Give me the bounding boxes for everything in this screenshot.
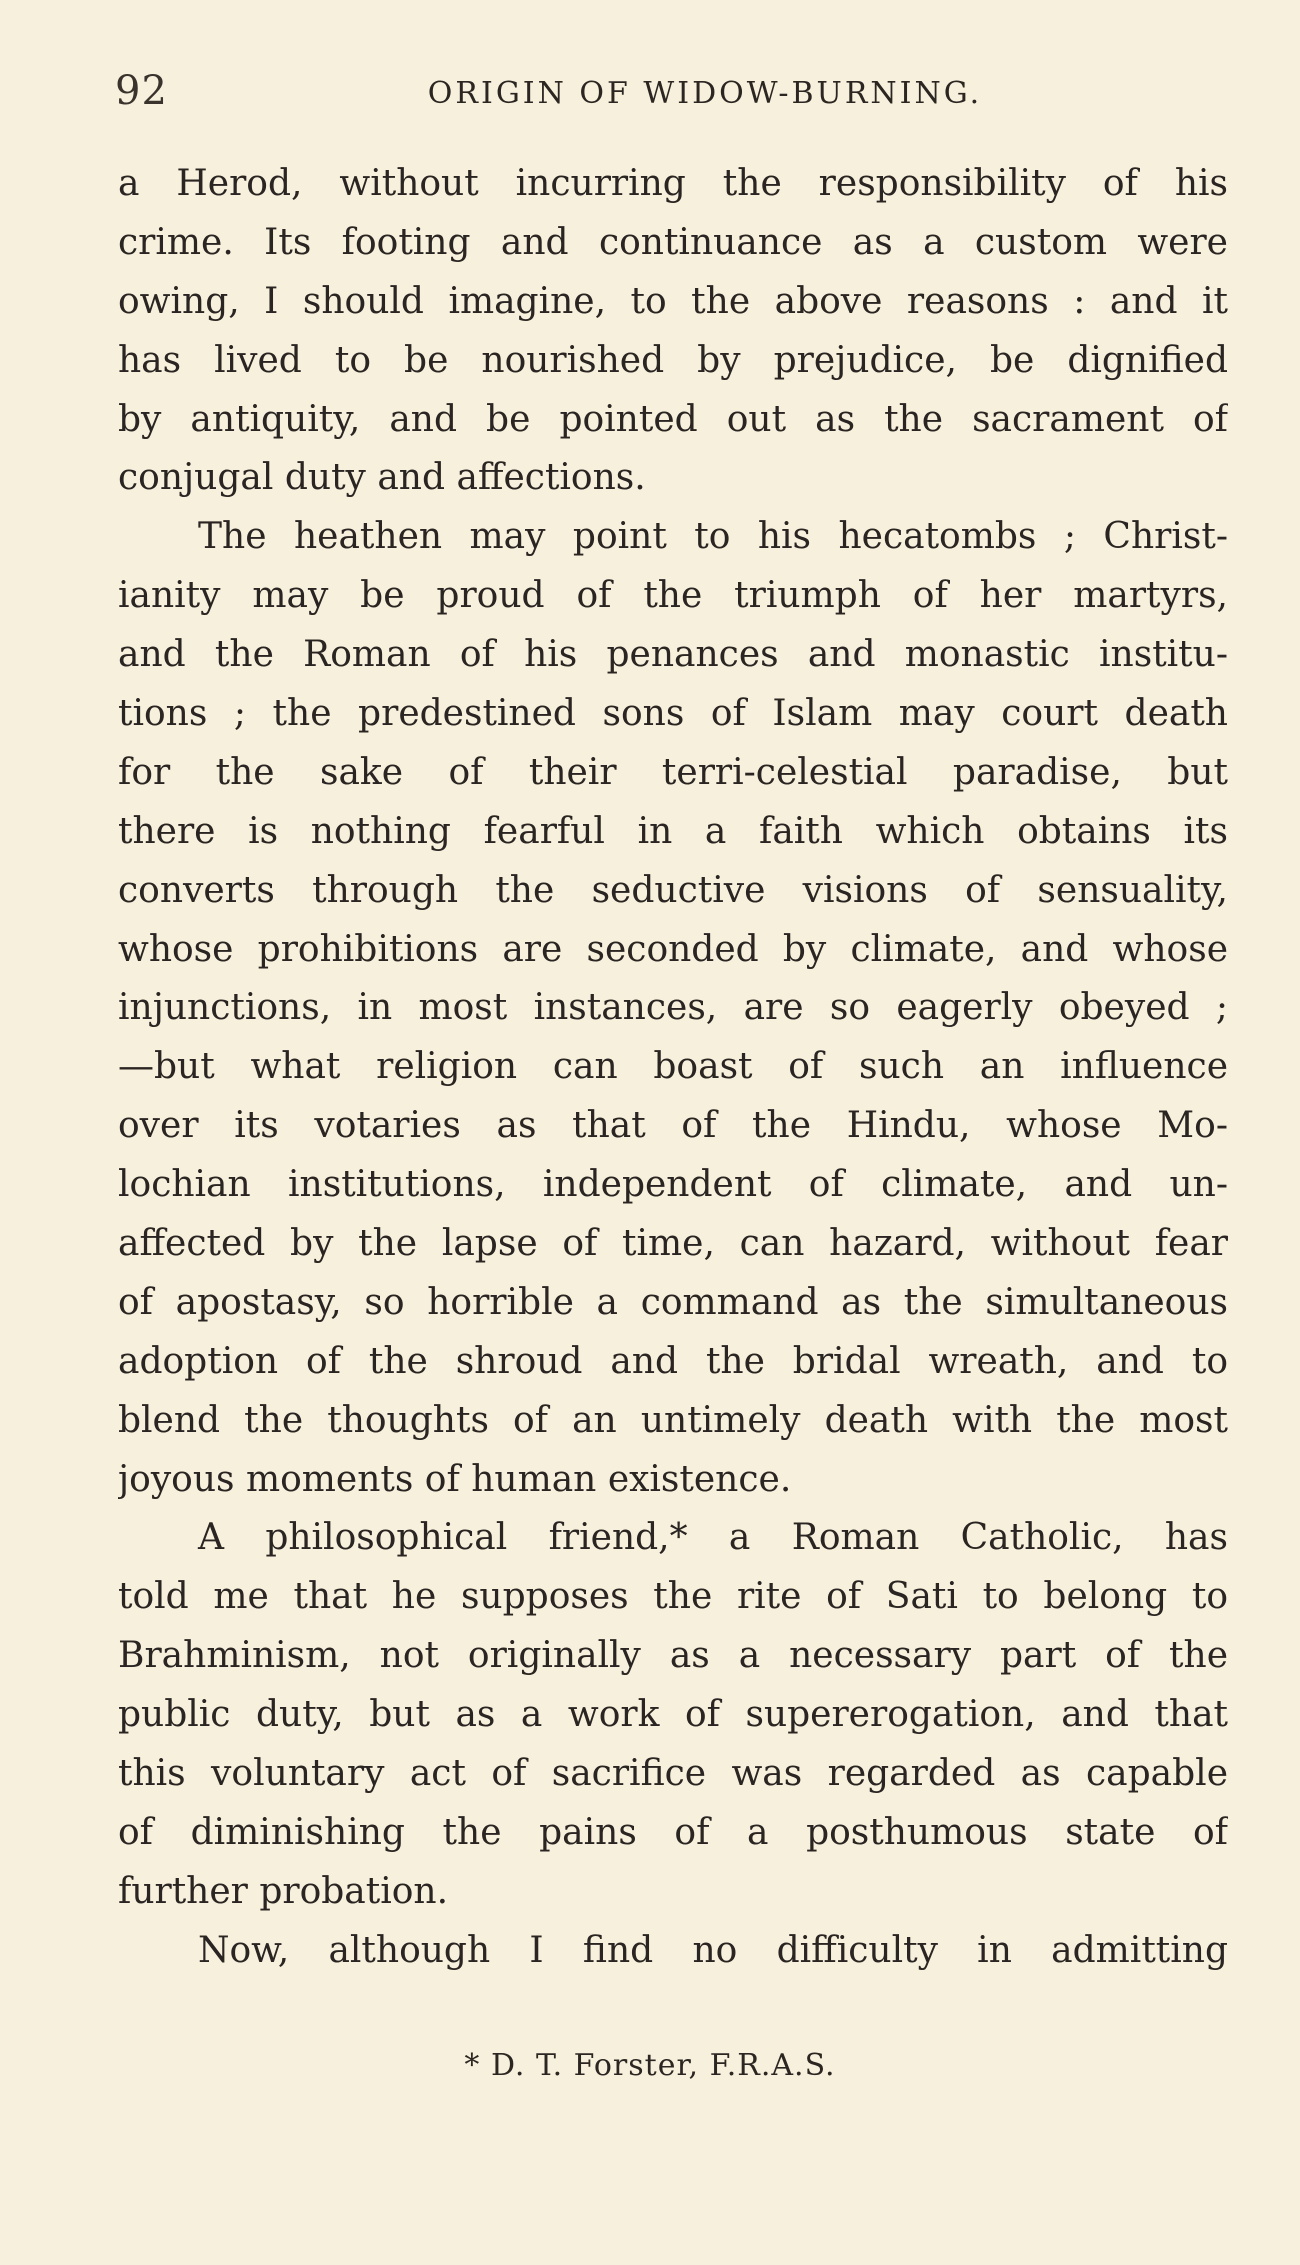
- text-line: by antiquity, and be pointed out as the sacrament of: [118, 398, 1228, 440]
- text-line: converts through the seductive visions of sensuality,: [118, 869, 1228, 911]
- page-number: 92: [115, 68, 168, 114]
- text-line: this voluntary act of sacrifice was regarded as capable: [118, 1753, 1228, 1795]
- text-line: lochian institutions, independent of climate, and un-: [118, 1164, 1228, 1206]
- running-head: ORIGIN OF WIDOW-BURNING.: [427, 76, 983, 111]
- text-line: injunctions, in most instances, are so eagerly obeyed ;: [118, 987, 1228, 1029]
- text-line: conjugal duty and affections.: [118, 457, 646, 499]
- text-line: ianity may be proud of the triumph of her martyrs,: [118, 575, 1228, 617]
- text-line: whose prohibitions are seconded by climate, and whose: [118, 928, 1228, 970]
- text-line: Now, although I find no difficulty in admitting: [198, 1929, 1228, 1971]
- page-header: [115, 68, 1215, 128]
- text-line: has lived to be nourished by prejudice, be dignified: [118, 339, 1228, 381]
- text-line: crime. Its footing and continuance as a custom were: [118, 221, 1228, 263]
- text-line: and the Roman of his penances and monastic institu-: [118, 634, 1228, 676]
- footnote: * D. T. Forster, F.R.A.S.: [464, 2048, 836, 2083]
- body-text: [118, 155, 1228, 1981]
- text-line: affected by the lapse of time, can hazard, without fear: [118, 1223, 1228, 1265]
- text-line: told me that he supposes the rite of Sati to belong to: [118, 1576, 1228, 1618]
- text-line: blend the thoughts of an untimely death with the most: [118, 1399, 1228, 1441]
- text-line: The heathen may point to his hecatombs ; Christ-: [198, 516, 1228, 558]
- text-line: Brahminism, not originally as a necessary part of the: [118, 1635, 1228, 1677]
- text-line: for the sake of their terri-celestial paradise, but: [118, 751, 1228, 793]
- text-line: A philosophical friend,* a Roman Catholic, has: [198, 1517, 1228, 1559]
- text-line: tions ; the predestined sons of Islam may court death: [118, 693, 1228, 735]
- text-line: further probation.: [118, 1870, 449, 1912]
- text-line: adoption of the shroud and the bridal wreath, and to: [118, 1340, 1228, 1382]
- text-line: joyous moments of human existence.: [118, 1458, 792, 1500]
- text-line: there is nothing fearful in a faith which obtains its: [118, 810, 1228, 852]
- text-line: of diminishing the pains of a posthumous state of: [118, 1811, 1228, 1853]
- text-line: of apostasy, so horrible a command as the simultaneous: [118, 1281, 1228, 1323]
- text-line: over its votaries as that of the Hindu, whose Mo-: [118, 1105, 1228, 1147]
- text-line: public duty, but as a work of supererogation, and that: [118, 1694, 1228, 1736]
- text-line: a Herod, without incurring the responsibility of his: [118, 163, 1228, 204]
- text-line: —but what religion can boast of such an influence: [118, 1046, 1228, 1088]
- text-line: owing, I should imagine, to the above reasons : and it: [118, 280, 1228, 322]
